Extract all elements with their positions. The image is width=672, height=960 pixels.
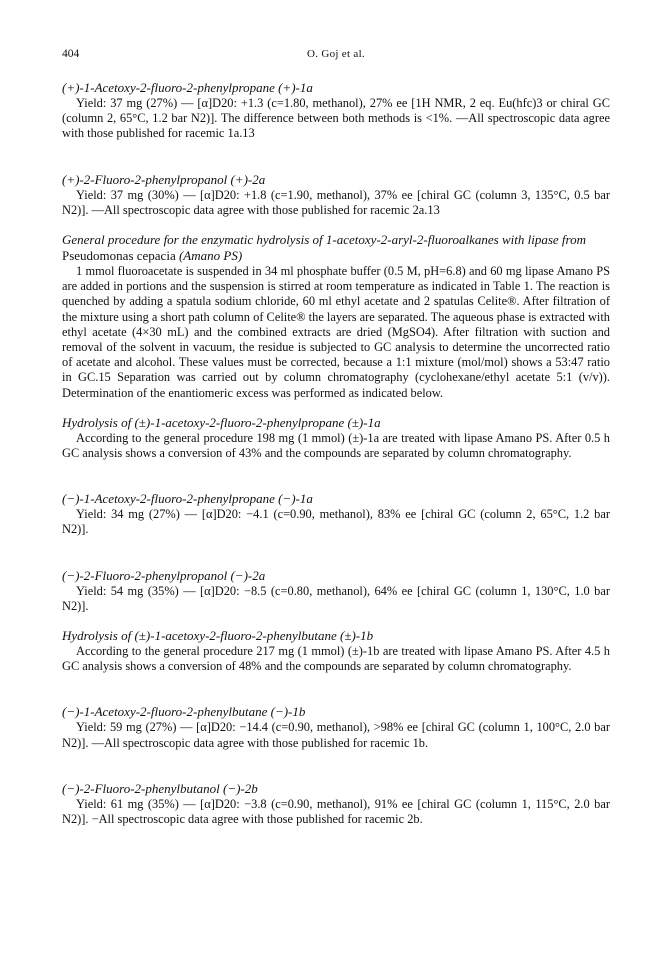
section-plus-2a [62, 172, 610, 218]
heading-roman: Pseudomonas cepacia [62, 248, 176, 264]
section-minus-1a [62, 491, 610, 537]
section-heading: (−)-2-Fluoro-2-phenylbutanol (−)-2b [62, 780, 258, 796]
section-body: According to the general procedure 198 mg (1 mmol) (±)-1a are treated with lipase Amano PS. After 0.5 h GC analysis shows a conversion of 43% and the compounds are separated by column chromatography. [62, 430, 610, 461]
section-heading [62, 232, 610, 264]
section-body: 1 mmol fluoroacetate is suspended in 34 ml phosphate buffer (0.5 M, pH=6.8) and 60 mg lipase Amano PS are added in portions and the suspension is stirred at room temperature as indicated in Table 1. The reaction is quenched by adding a spatula sodium chloride, 60 ml ethyl acetate and 2 spatulas Celite®. After filtration of the mixture using a short path column of Celite® the layers are separated. The aqueous phase is extracted with ethyl acetate (4×30 mL) and the combined extracts are dried (MgSO4). After filtration with suction and removal of the solvent in vacuum, the residue is subjected to GC analysis to determine the uncorrected ratio of acetate and alcohol. These values must be corrected, because a 1:1 mixture (mol/mol) shows a 53:47 ratio in GC.15 Separation was carried out by column chromatography (cyclohexane/ethyl acetate 5:1 (v/v)). Determination of the enantiomeric excess was performed as indicated below. [62, 264, 610, 400]
running-head [62, 48, 610, 66]
heading-italic: General procedure for the enzymatic hydrolysis of 1-acetoxy-2-aryl-2-fluoroalkanes with lipase from [62, 232, 586, 248]
section-plus-1a [62, 80, 610, 142]
section-minus-2a [62, 568, 610, 614]
section-body: Yield: 34 mg (27%) — [α]D20: −4.1 (c=0.90, methanol), 83% ee [chiral GC (column 2, 65°C, 1.2 bar N2)]. [62, 507, 610, 537]
section-hydrolysis-1b [62, 628, 610, 674]
section-minus-2b [62, 781, 610, 827]
running-title: O. Goj et al. [307, 48, 365, 60]
section-body: Yield: 37 mg (30%) — [α]D20: +1.8 (c=1.90, methanol), 37% ee [chiral GC (column 3, 135°C, 0.5 bar N2)]. —All spectroscopic data agree with those published for racemic 2a.13 [62, 187, 610, 217]
section-heading: (+)-1-Acetoxy-2-fluoro-2-phenylpropane (+)-1a [62, 80, 313, 95]
section-body: Yield: 37 mg (27%) — [α]D20: +1.3 (c=1.80, methanol), 27% ee [1H NMR, 2 eq. Eu(hfc)3 or chiral GC (column 2, 65°C, 1.2 bar N2)]. The difference between both methods is <1%. —All spectroscopic data agree with those published for racemic 1a.13 [62, 96, 610, 141]
section-hydrolysis-1a [62, 415, 610, 461]
section-heading: (−)-1-Acetoxy-2-fluoro-2-phenylbutane (−)-1b [62, 704, 306, 720]
section-body: According to the general procedure 217 mg (1 mmol) (±)-1b are treated with lipase Amano PS. After 4.5 h GC analysis shows a conversion of 48% and the compounds are separated by column chromatography. [62, 644, 610, 674]
section-body: Yield: 61 mg (35%) — [α]D20: −3.8 (c=0.90, methanol), 91% ee [chiral GC (column 1, 115°C, 2.0 bar N2)]. −All spectroscopic data agree with those published for racemic 2b. [62, 796, 610, 827]
section-heading: (−)-2-Fluoro-2-phenylpropanol (−)-2a [62, 567, 266, 583]
section-body: Yield: 54 mg (35%) — [α]D20: −8.5 (c=0.80, methanol), 64% ee [chiral GC (column 1, 130°C, 1.0 bar N2)]. [62, 583, 610, 613]
section-heading: (−)-1-Acetoxy-2-fluoro-2-phenylpropane (−)-1a [62, 491, 313, 507]
section-body: Yield: 59 mg (27%) — [α]D20: −14.4 (c=0.90, methanol), >98% ee [chiral GC (column 1, 100°C, 2.0 bar N2)]. —All spectroscopic data agree with those published for racemic 1b. [62, 720, 610, 750]
section-heading: (+)-2-Fluoro-2-phenylpropanol (+)-2a [62, 171, 266, 187]
section-heading: Hydrolysis of (±)-1-acetoxy-2-fluoro-2-phenylpropane (±)-1a [62, 414, 381, 430]
section-minus-1b [62, 704, 610, 750]
heading-tail: (Amano PS) [178, 248, 243, 264]
section-heading: Hydrolysis of (±)-1-acetoxy-2-fluoro-2-phenylbutane (±)-1b [62, 628, 374, 644]
section-general-procedure [62, 232, 610, 401]
paper-page [62, 48, 610, 827]
page-number: 404 [62, 48, 80, 60]
